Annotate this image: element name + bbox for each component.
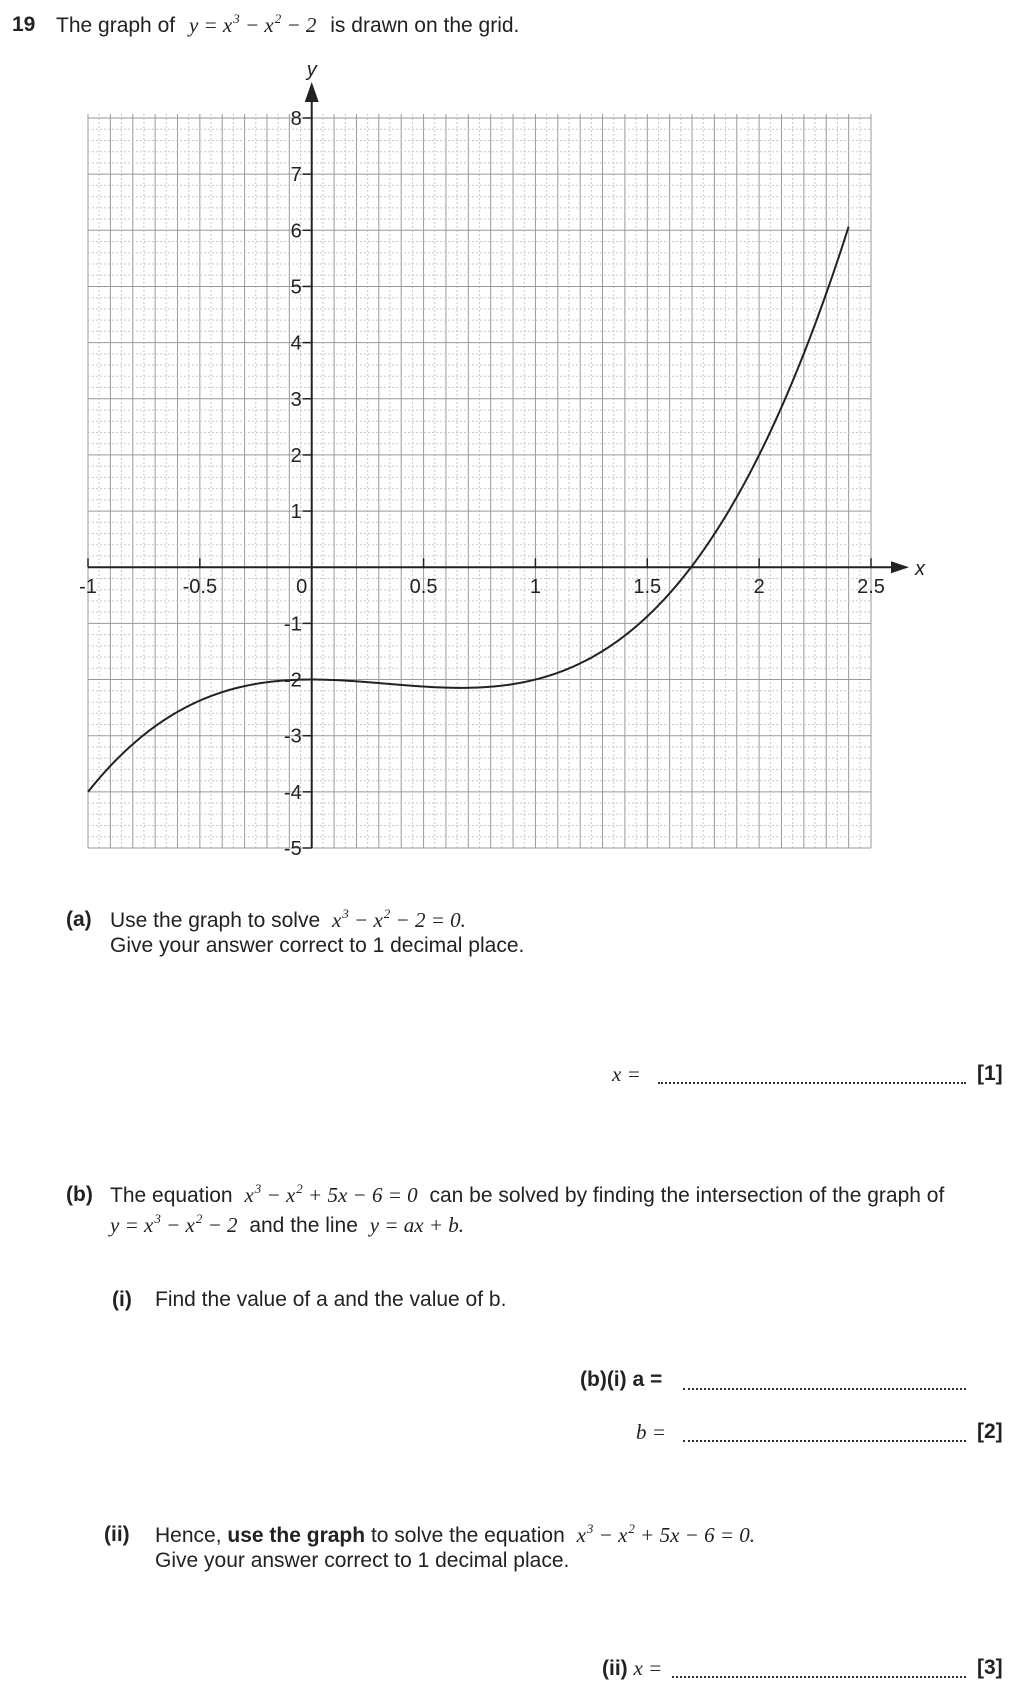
y-tick-label: 3 bbox=[290, 388, 302, 411]
part-b-curve-equation: $y = x^3 - x^2 - 2$ bbox=[110, 1211, 238, 1237]
x-tick-label: -1 bbox=[79, 576, 97, 599]
y-tick-label: 5 bbox=[290, 276, 302, 299]
part-a-answer-label: x = bbox=[612, 1062, 641, 1086]
part-a-line1 bbox=[110, 908, 466, 933]
question-number: 19 bbox=[12, 13, 36, 36]
part-b-line-equation: y = ax + b. bbox=[369, 1213, 464, 1237]
part-a-line2: Give your answer correct to 1 decimal place. bbox=[110, 934, 525, 957]
part-b-ii-answer-line[interactable] bbox=[672, 1658, 966, 1678]
y-tick-label: -1 bbox=[283, 613, 302, 636]
part-b-line1 bbox=[110, 1183, 944, 1208]
part-b-i-text: Find the value of a and the value of b. bbox=[155, 1288, 507, 1311]
part-b-line2 bbox=[110, 1213, 464, 1238]
part-b-text-post: can be solved by finding the intersection of the graph of bbox=[429, 1184, 945, 1207]
part-b-i-label: (i) bbox=[112, 1288, 132, 1311]
y-tick-label: 2 bbox=[290, 444, 302, 467]
grid bbox=[88, 114, 871, 848]
part-b-ii-label: (ii) bbox=[104, 1523, 130, 1546]
y-tick-label: -5 bbox=[283, 838, 302, 860]
x-tick-label: 2 bbox=[753, 576, 765, 599]
part-a-label: (a) bbox=[66, 908, 92, 931]
part-b-label: (b) bbox=[66, 1183, 93, 1206]
y-tick-label: -2 bbox=[283, 669, 302, 692]
y-tick-label: 8 bbox=[290, 108, 302, 130]
intro-before: The graph of bbox=[56, 14, 176, 37]
part-b-ii-post: to solve the equation bbox=[370, 1524, 565, 1547]
y-axis-label: y bbox=[306, 59, 317, 81]
part-b-ii-line1 bbox=[155, 1523, 755, 1548]
y-axis-arrow bbox=[305, 82, 319, 102]
part-b-ii-equation: $x^3 - x^2 + 5x - 6 = 0$. bbox=[576, 1521, 756, 1547]
part-b-i-answer-b-label: b = bbox=[636, 1420, 666, 1444]
part-b-i-marks: [2] bbox=[977, 1420, 1003, 1443]
y-tick-label: 7 bbox=[290, 164, 302, 187]
part-a-equation: $x^3 - x^2 - 2 = 0$. bbox=[331, 906, 466, 932]
part-b-i-answer-a-label: (b)(i) a = bbox=[580, 1368, 663, 1391]
part-b-ii-pre: Hence, bbox=[155, 1524, 222, 1547]
part-b-and: and the line bbox=[249, 1214, 358, 1237]
part-b-equation: $x^3 - x^2 + 5x - 6 = 0$ bbox=[244, 1181, 418, 1207]
y-tick-label: 1 bbox=[290, 501, 302, 524]
part-b-ii-marks: [3] bbox=[977, 1656, 1003, 1679]
x-tick-label: 0.5 bbox=[409, 576, 438, 599]
y-tick-label: 6 bbox=[290, 220, 302, 243]
intro-equation: $y = x^3 - x^2 - 2$ bbox=[188, 11, 317, 37]
part-b-text-pre: The equation bbox=[110, 1184, 233, 1207]
y-tick-label: -3 bbox=[283, 725, 302, 748]
part-a-answer-line[interactable] bbox=[658, 1064, 966, 1084]
part-b-ii-bold: use the graph bbox=[227, 1524, 366, 1547]
part-b-ii-line2: Give your answer correct to 1 decimal place. bbox=[155, 1549, 570, 1572]
x-axis-label: x bbox=[915, 558, 925, 581]
part-b-i-answer-a-line[interactable] bbox=[683, 1370, 966, 1390]
x-tick-label: 2.5 bbox=[857, 576, 885, 599]
x-tick-label: 1 bbox=[529, 576, 541, 599]
part-b-i-answer-b-line[interactable] bbox=[683, 1422, 966, 1442]
intro-after: is drawn on the grid. bbox=[330, 14, 520, 37]
part-a-marks: [1] bbox=[977, 1062, 1003, 1085]
y-tick-label: 4 bbox=[290, 332, 302, 355]
part-b-ii-answer-label: (ii) x = bbox=[602, 1656, 663, 1680]
x-axis-arrow bbox=[891, 561, 909, 573]
x-tick-label: 1.5 bbox=[633, 576, 662, 599]
part-a-text: Use the graph to solve bbox=[110, 909, 321, 932]
x-tick-label: -0.5 bbox=[182, 576, 218, 599]
y-tick-label: -4 bbox=[283, 781, 302, 804]
x-tick-label: 0 bbox=[296, 576, 308, 599]
